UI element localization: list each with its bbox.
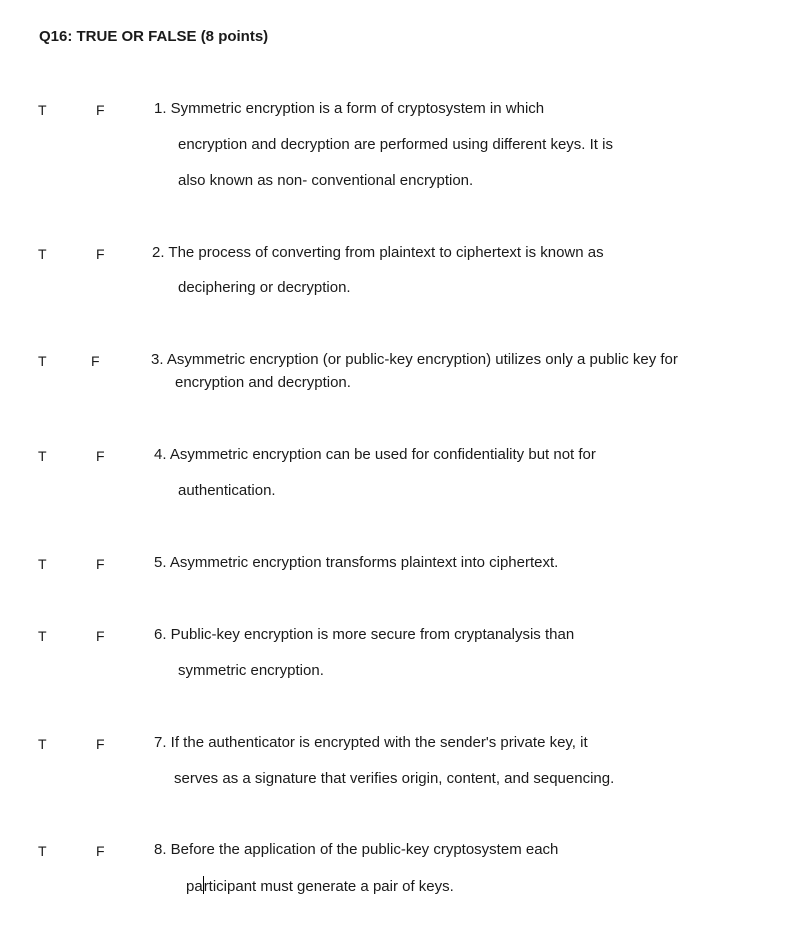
question-2-line-1: 2. The process of converting from plaintext to ciphertext is known as [152,244,604,261]
question-4-line-2: authentication. [178,482,276,499]
false-option-2[interactable]: F [96,246,105,262]
question-1-line-2: encryption and decryption are performed using different keys. It is [178,136,613,153]
question-title: Q16: TRUE OR FALSE (8 points) [39,28,269,45]
true-option-6[interactable]: T [38,628,47,644]
true-option-1[interactable]: T [38,102,47,118]
true-option-7[interactable]: T [38,736,47,752]
question-3-line-2: encryption and decryption. [175,374,351,391]
true-option-2[interactable]: T [38,246,47,262]
question-8-line-2 [186,876,454,897]
false-option-4[interactable]: F [96,448,105,464]
false-option-3[interactable]: F [91,353,100,369]
true-option-4[interactable]: T [38,448,47,464]
question-7-line-2: serves as a signature that verifies origin, content, and sequencing. [174,770,615,787]
false-option-6[interactable]: F [96,628,105,644]
true-option-8[interactable]: T [38,843,47,859]
true-option-5[interactable]: T [38,556,47,572]
question-6-line-2: symmetric encryption. [178,662,324,679]
question-3-line-1: 3. Asymmetric encryption (or public-key encryption) utilizes only a public key for [151,351,678,368]
false-option-5[interactable]: F [96,556,105,572]
question-8-line-2-before-cursor: pa [186,878,203,895]
question-1-line-3: also known as non- conventional encryption. [178,172,474,189]
question-2-line-2: deciphering or decryption. [178,279,351,296]
question-8-line-1: 8. Before the application of the public-key cryptosystem each [154,841,559,858]
false-option-7[interactable]: F [96,736,105,752]
question-4-line-1: 4. Asymmetric encryption can be used for confidentiality but not for [154,446,596,463]
question-5-line-1: 5. Asymmetric encryption transforms plaintext into ciphertext. [154,554,559,571]
question-7-line-1: 7. If the authenticator is encrypted with the sender's private key, it [154,734,588,751]
question-6-line-1: 6. Public-key encryption is more secure from cryptanalysis than [154,626,575,643]
true-option-3[interactable]: T [38,353,47,369]
false-option-1[interactable]: F [96,102,105,118]
false-option-8[interactable]: F [96,843,105,859]
question-8-line-2-after-cursor: rticipant must generate a pair of keys. [203,878,454,895]
question-1-line-1: 1. Symmetric encryption is a form of cryptosystem in which [154,100,545,117]
